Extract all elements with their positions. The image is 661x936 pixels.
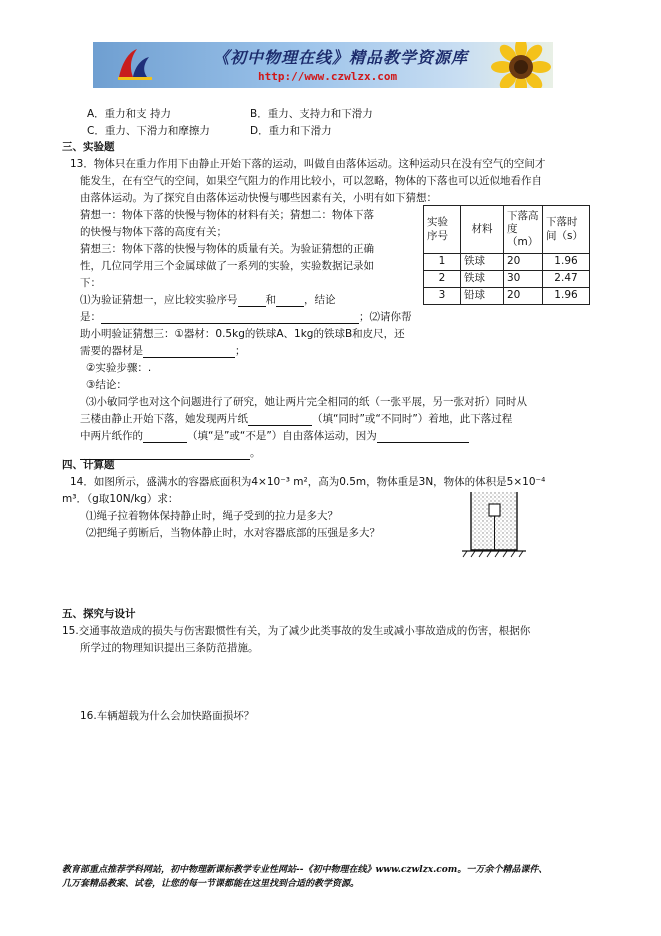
q13-line17 <box>80 430 469 443</box>
experiment-data-table <box>423 205 590 305</box>
footer-line2: 几万套精品教案、试卷，让您的每一节课都能在这里找到合适的教学资源。 <box>62 878 360 889</box>
q13-line10-text-a: 是： <box>80 311 101 323</box>
q13-line10-text-b: ；⑵请你帮 <box>359 311 412 323</box>
q13-line12-end: ； <box>235 345 246 357</box>
footer-line1: 教育部重点推荐学科网站，初中物理新课标教学专业性网站--《初中物理在线》www.czwlzx.com。一万余个精品课件、 <box>62 865 548 875</box>
q13-line16-text-a: 三楼由静止开始下落，她发现两片纸 <box>80 413 248 425</box>
answer-blank-simultaneous[interactable] <box>248 414 312 426</box>
table-cell: 3 <box>424 288 461 305</box>
q13-line5: 的快慢与物体下落的高度有关； <box>80 226 227 238</box>
option-a: A．重力和支 持力 <box>87 108 172 120</box>
answer-blank-reason[interactable] <box>377 431 469 443</box>
header-banner <box>93 42 553 88</box>
table-header-row <box>424 206 590 254</box>
table-cell: 30 <box>504 271 543 288</box>
q14-line3: ⑴绳子拉着物体保持静止时，绳子受到的拉力是多大？ <box>86 510 338 522</box>
q13-line6: 猜想三：物体下落的快慢与物体的质量有关。为验证猜想的正确 <box>80 243 374 255</box>
q14-line1: 14．如图所示，盛满水的容器底面积为4×10⁻³ m²，高为0.5m，物体重是3N，物体的体积是5×10⁻⁴ <box>70 476 546 488</box>
table-cell: 铁球 <box>461 254 504 271</box>
q15-line1: 15.交通事故造成的损失与伤害跟惯性有关，为了减少此类事故的发生或减小事故造成的伤害，根据你 <box>62 625 531 637</box>
option-d: D．重力和下滑力 <box>250 125 332 137</box>
q13-line17-text-a: 中两片纸作的 <box>80 430 143 442</box>
banner-url: http://www.czwlzx.com <box>258 70 398 83</box>
answer-blank-1[interactable] <box>238 295 266 307</box>
answer-blank-conclusion[interactable] <box>101 312 359 324</box>
answer-blank-equipment[interactable] <box>143 346 235 358</box>
q13-line7: 性，几位同学用三个金属球做了一系列的实验，实验数据记录如 <box>80 260 374 272</box>
q13-line15: ⑶小敏同学也对这个问题进行了研究，她让两片完全相同的纸（一张平展，另一张对折）同时从 <box>86 396 527 408</box>
q15-line2: 所学过的物理知识提出三条防范措施。 <box>80 642 259 654</box>
q13-line3: 由落体运动。为了探究自由落体运动快慢与哪些因素有关，小明有如下猜想： <box>80 192 437 204</box>
table-cell: 铅球 <box>461 288 504 305</box>
q13-line12 <box>80 345 246 358</box>
banner-title: 《初中物理在线》精品教学资源库 <box>213 48 469 67</box>
q13-line2: 能发生，在有空气的空间，如果空气阻力的作用比较小，可以忽略，物体的下落也可以近似地看作自 <box>80 175 542 187</box>
section-heading-experiment: 三、实验题 <box>62 141 115 153</box>
q13-line11: 助小明验证猜想三：①器材：0.5kg的铁球A、1kg的铁球B和皮尺，还 <box>80 328 405 340</box>
option-b: B．重力、支持力和下滑力 <box>250 108 373 120</box>
q13-line10 <box>80 311 412 324</box>
q13-line9-text-c: ，结论 <box>304 294 336 306</box>
table-header-cell: 下落时间（s） <box>543 206 590 254</box>
table-header-cell: 材料 <box>461 206 504 254</box>
answer-blank-2[interactable] <box>276 295 304 307</box>
water-container-figure <box>458 488 532 564</box>
table-cell: 2.47 <box>543 271 590 288</box>
table-cell: 1 <box>424 254 461 271</box>
table-header-cell: 实验序号 <box>424 206 461 254</box>
option-c: C．重力、下滑力和摩擦力 <box>87 125 210 137</box>
q13-line9-text-b: 和 <box>265 294 276 306</box>
site-logo-icon <box>115 47 157 83</box>
table-cell: 20 <box>504 288 543 305</box>
q13-line1: 13．物体只在重力作用下由静止开始下落的运动，叫做自由落体运动。这种运动只在没有空气的空间才 <box>70 158 546 170</box>
table-cell: 1.96 <box>543 288 590 305</box>
sunflower-icon <box>485 42 553 88</box>
q13-line18-end: 。 <box>250 447 261 459</box>
table-row <box>424 271 590 288</box>
table-cell: 20 <box>504 254 543 271</box>
table-cell: 1.96 <box>543 254 590 271</box>
table-header-cell: 下落高度（m） <box>504 206 543 254</box>
q13-line14: ③结论： <box>86 379 127 391</box>
q13-line16-text-b: （填“同时”或“不同时”）着地，此下落过程 <box>312 413 513 425</box>
answer-blank-free-fall[interactable] <box>143 431 187 443</box>
section-heading-inquiry: 五、探究与设计 <box>62 608 136 620</box>
section-heading-calculation: 四、计算题 <box>62 459 115 471</box>
q13-line17-text-b: （填“是”或“不是”）自由落体运动，因为 <box>187 430 377 442</box>
q13-line9-text-a: ⑴为验证猜想一，应比较实验序号 <box>80 294 238 306</box>
table-row <box>424 254 590 271</box>
q13-line13: ②实验步骤：. <box>86 362 152 374</box>
q16-text: 16.车辆超载为什么会加快路面损坏？ <box>80 710 255 722</box>
table-cell: 铁球 <box>461 271 504 288</box>
q13-line8: 下： <box>80 277 101 289</box>
q14-line4: ⑵把绳子剪断后，当物体静止时，水对容器底部的压强是多大？ <box>86 527 380 539</box>
q13-line4: 猜想一：物体下落的快慢与物体的材料有关；猜想二：物体下落 <box>80 209 374 221</box>
page-footer <box>62 864 622 892</box>
table-cell: 2 <box>424 271 461 288</box>
q13-line12-text: 需要的器材是 <box>80 345 143 357</box>
table-row <box>424 288 590 305</box>
q13-line9 <box>80 294 336 307</box>
q13-line16 <box>80 413 512 426</box>
q14-line2: m³．（g取10N/kg）求： <box>62 493 179 505</box>
